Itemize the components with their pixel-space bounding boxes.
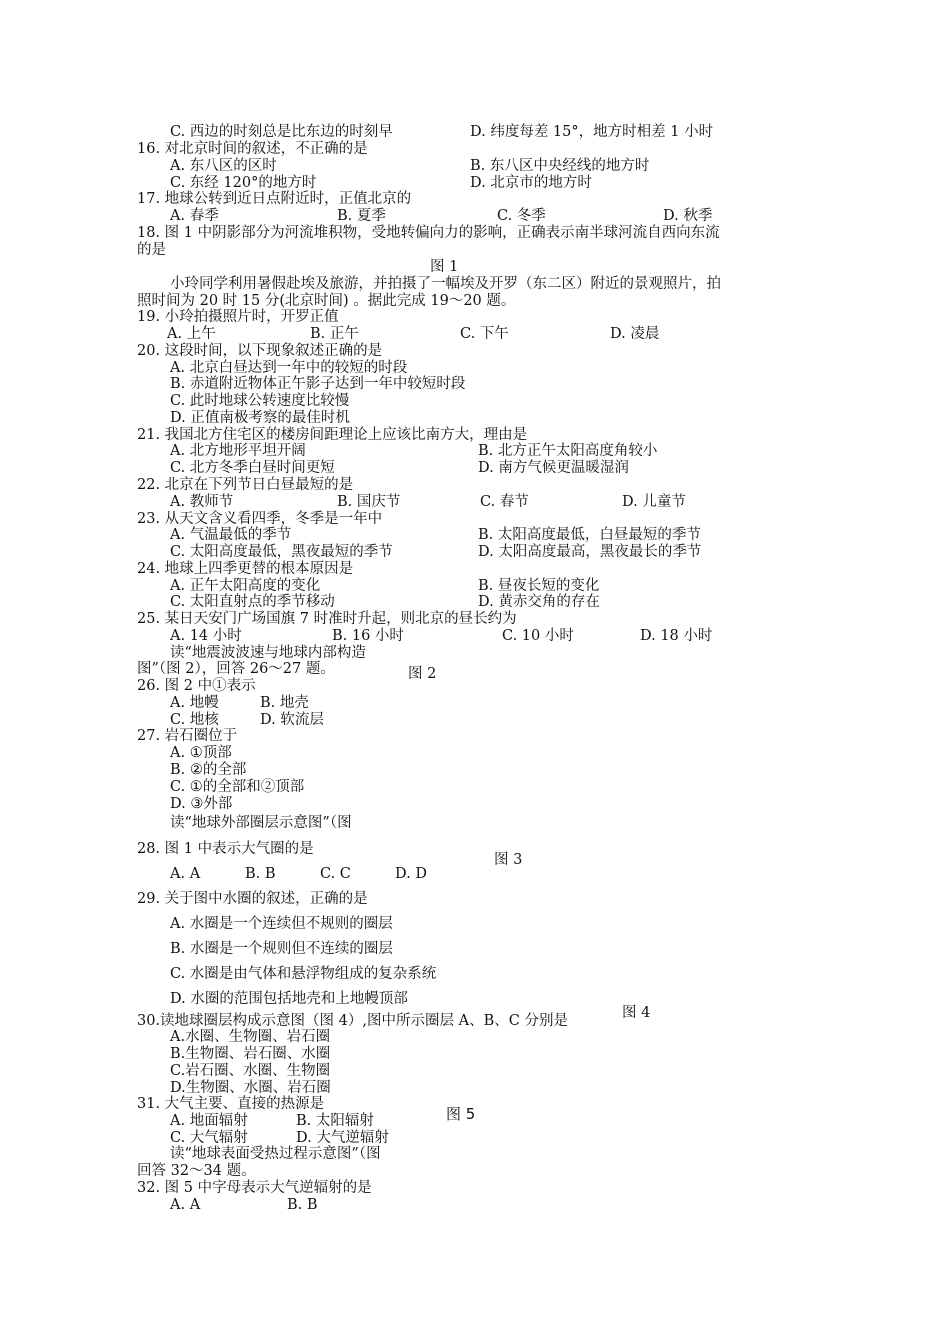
q19-option-d: D. 凌晨	[610, 326, 660, 342]
q29-option-a: A. 水圈是一个连续但不规则的圈层	[170, 916, 393, 932]
intro-19-line2: 照时间为 20 时 15 分(北京时间) 。据此完成 19～20 题。	[137, 293, 516, 309]
q21-option-b: B. 北方正午太阳高度角较小	[478, 443, 658, 459]
q25-option-d: D. 18 小时	[640, 628, 713, 644]
q26-stem: 26. 图 2 中①表示	[137, 678, 256, 694]
q24-stem: 24. 地球上四季更替的根本原因是	[137, 561, 354, 577]
q18-stem-line2: 的是	[137, 242, 166, 258]
q16-option-d: D. 北京市的地方时	[470, 175, 592, 191]
q32-option-a: A. A	[170, 1197, 201, 1213]
q21-option-c: C. 北方冬季白昼时间更短	[170, 460, 335, 476]
q25-option-a: A. 14 小时	[170, 628, 242, 644]
figure-1-caption: 图 1	[430, 259, 459, 275]
q27-option-b: B. ②的全部	[170, 762, 247, 778]
q16-option-b: B. 东八区中央经线的地方时	[470, 158, 650, 174]
q32-stem: 32. 图 5 中字母表示大气逆辐射的是	[137, 1180, 372, 1196]
q30-option-d: D.生物圈、水圈、岩石圈	[170, 1080, 331, 1096]
q19-option-a: A. 上午	[167, 326, 216, 342]
q31-option-a: A. 地面辐射	[170, 1113, 248, 1129]
q31-option-b: B. 太阳辐射	[296, 1113, 374, 1129]
figure-3-caption: 图 3	[494, 852, 523, 868]
intro-26-line1: 读“地震波波速与地球内部构造	[170, 645, 366, 661]
q21-option-a: A. 北方地形平坦开阔	[170, 443, 306, 459]
q23-option-c: C. 太阳高度最低，黑夜最短的季节	[170, 544, 393, 560]
q16-option-a: A. 东八区的区时	[170, 158, 277, 174]
q27-option-c: C. ①的全部和②顶部	[170, 779, 305, 795]
q19-option-c: C. 下午	[460, 326, 509, 342]
q20-option-a: A. 北京白昼达到一年中的较短的时段	[170, 360, 408, 376]
q20-stem: 20. 这段时间，以下现象叙述正确的是	[137, 343, 383, 359]
q20-option-b: B. 赤道附近物体正午影子达到一年中较短时段	[170, 376, 466, 392]
q26-option-a: A. 地幔	[170, 695, 219, 711]
q31-stem: 31. 大气主要、直接的热源是	[137, 1096, 325, 1112]
q30-stem: 30.读地球圈层构成示意图（图 4）,图中所示圈层 A、B、C 分别是	[137, 1013, 568, 1029]
q26-option-d: D. 软流层	[260, 712, 324, 728]
q17-option-c: C. 冬季	[497, 208, 546, 224]
q29-option-d: D. 水圈的范围包括地壳和上地幔顶部	[170, 991, 408, 1007]
q17-option-d: D. 秋季	[663, 208, 713, 224]
q29-stem: 29. 关于图中水圈的叙述，正确的是	[137, 891, 368, 907]
q16-option-c: C. 东经 120°的地方时	[170, 175, 317, 191]
intro-28-line1: 读“地球外部圈层示意图”（图	[170, 815, 352, 831]
q19-option-b: B. 正午	[310, 326, 359, 342]
q17-stem: 17. 地球公转到近日点附近时，正值北京的	[137, 191, 412, 207]
q22-option-c: C. 春节	[480, 494, 529, 510]
q28-option-a: A. A	[170, 866, 201, 882]
q27-option-d: D. ③外部	[170, 796, 233, 812]
q26-option-c: C. 地核	[170, 712, 219, 728]
q30-option-c: C.岩石圈、水圈、生物圈	[170, 1063, 331, 1079]
q16-stem: 16. 对北京时间的叙述，不正确的是	[137, 141, 368, 157]
q29-option-c: C. 水圈是由气体和悬浮物组成的复杂系统	[170, 966, 437, 982]
q22-option-b: B. 国庆节	[337, 494, 401, 510]
q15-option-c: C. 西边的时刻总是比东边的时刻早	[170, 124, 393, 140]
q25-stem: 25. 某日天安门广场国旗 7 时准时升起，则北京的昼长约为	[137, 611, 517, 627]
q27-stem: 27. 岩石圈位于	[137, 728, 238, 744]
q23-option-b: B. 太阳高度最低，白昼最短的季节	[478, 527, 701, 543]
q23-option-d: D. 太阳高度最高，黑夜最长的季节	[478, 544, 702, 560]
q24-option-a: A. 正午太阳高度的变化	[170, 578, 321, 594]
q29-option-b: B. 水圈是一个规则但不连续的圈层	[170, 941, 393, 957]
q28-option-c: C. C	[320, 866, 351, 882]
q27-option-a: A. ①顶部	[170, 745, 232, 761]
q28-option-b: B. B	[245, 866, 276, 882]
q28-option-d: D. D	[395, 866, 427, 882]
q15-option-d: D. 纬度每差 15°，地方时相差 1 小时	[470, 124, 714, 140]
q28-stem: 28. 图 1 中表示大气圈的是	[137, 841, 314, 857]
q24-option-d: D. 黄赤交角的存在	[478, 594, 600, 610]
q31-option-d: D. 大气逆辐射	[296, 1130, 389, 1146]
q32-option-b: B. B	[287, 1197, 318, 1213]
q24-option-c: C. 太阳直射点的季节移动	[170, 594, 335, 610]
q30-option-b: B.生物圈、岩石圈、水圈	[170, 1046, 331, 1062]
intro-32-line2: 回答 32～34 题。	[137, 1163, 256, 1179]
intro-32-line1: 读“地球表面受热过程示意图”（图	[170, 1146, 381, 1162]
intro-26-line2: 图”（图 2），回答 26～27 题。	[137, 661, 335, 677]
q24-option-b: B. 昼夜长短的变化	[478, 578, 600, 594]
figure-5-caption: 图 5	[446, 1105, 476, 1123]
q22-option-a: A. 教师节	[170, 494, 234, 510]
figure-4-caption: 图 4	[622, 1005, 651, 1021]
q30-option-a: A.水圈、生物圈、岩石圈	[170, 1029, 331, 1045]
q23-option-a: A. 气温最低的季节	[170, 527, 292, 543]
q26-option-b: B. 地壳	[260, 695, 309, 711]
q31-option-c: C. 大气辐射	[170, 1130, 248, 1146]
q21-stem: 21. 我国北方住宅区的楼房间距理论上应该比南方大，理由是	[137, 427, 528, 443]
q22-stem: 22. 北京在下列节日白昼最短的是	[137, 477, 354, 493]
q17-option-b: B. 夏季	[337, 208, 386, 224]
q18-stem-line1: 18. 图 1 中阴影部分为河流堆积物，受地转偏向力的影响，正确表示南半球河流自西向东流	[137, 225, 720, 241]
intro-19-line1: 小玲同学利用暑假赴埃及旅游，并拍摄了一幅埃及开罗（东二区）附近的景观照片，拍	[170, 276, 721, 292]
q21-option-d: D. 南方气候更温暖湿润	[478, 460, 629, 476]
q25-option-b: B. 16 小时	[332, 628, 404, 644]
q22-option-d: D. 儿童节	[622, 494, 686, 510]
q20-option-d: D. 正值南极考察的最佳时机	[170, 410, 350, 426]
q25-option-c: C. 10 小时	[502, 628, 574, 644]
q20-option-c: C. 此时地球公转速度比较慢	[170, 393, 350, 409]
figure-2-caption: 图 2	[408, 666, 437, 682]
q19-stem: 19. 小玲拍摄照片时，开罗正值	[137, 309, 339, 325]
q23-stem: 23. 从天文含义看四季，冬季是一年中	[137, 511, 383, 527]
q17-option-a: A. 春季	[170, 208, 219, 224]
